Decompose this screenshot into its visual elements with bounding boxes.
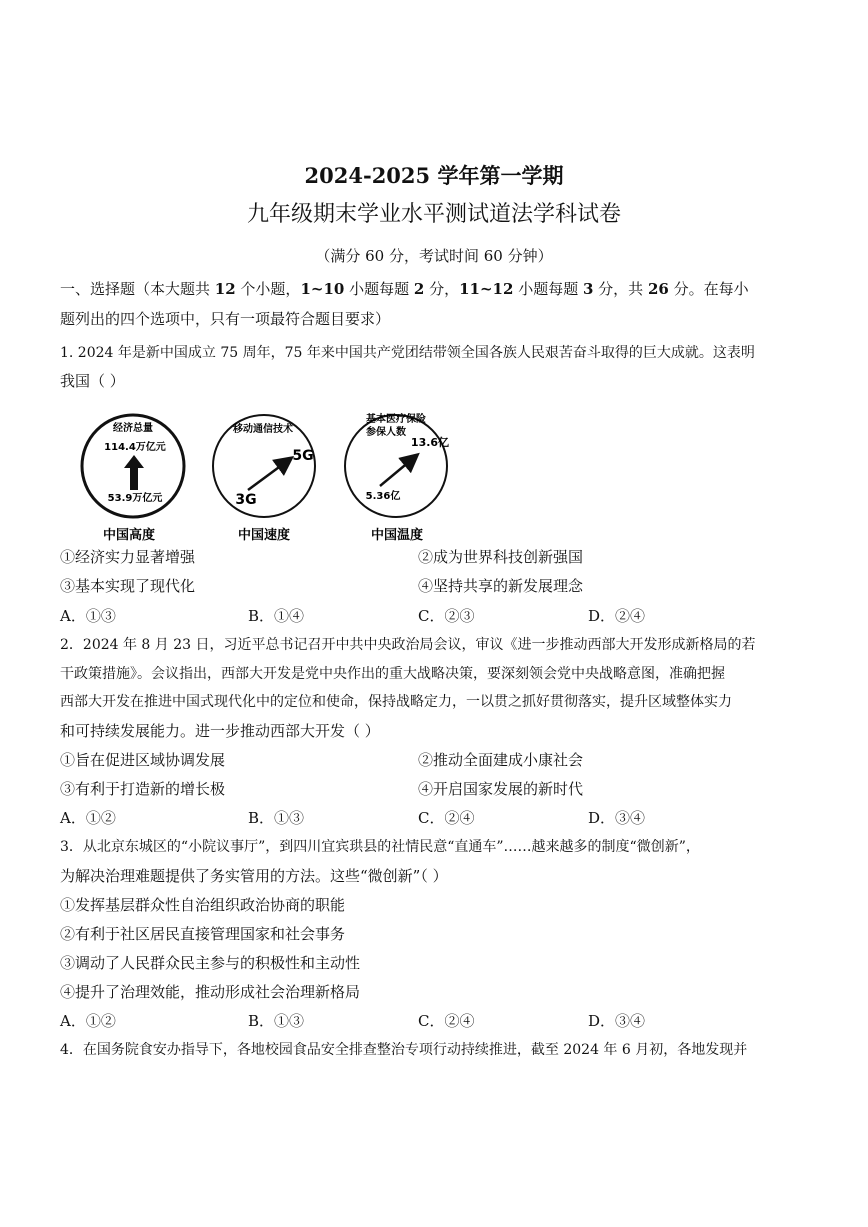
q3-item-2: ②有利于社区居民直接管理国家和社会事务 (60, 925, 346, 943)
q1-option-a[interactable]: A．①③ (60, 607, 116, 625)
section1-instruction-line2: 题列出的四个选项中，只有一项最符合题目要求） (60, 310, 391, 328)
q1-item-4: ④坚持共享的新发展理念 (418, 577, 584, 595)
q3-option-d[interactable]: D．③④ (588, 1012, 646, 1030)
q1-item-1: ①经济实力显著增强 (60, 548, 196, 566)
q2-stem-line3: 西部大开发在推进中国式现代化中的定位和使命，保持战略定力，一以贯之抓好贯彻落实，提升区域整体实力 (60, 694, 732, 710)
q2-option-d[interactable]: D．③④ (588, 809, 646, 827)
q4-stem-line1: 4．在国务院食安办指导下，各地校园食品安全排查整治专项行动持续推进，截至 2024 年 6 月初，各地发现并 (60, 1042, 748, 1058)
q1-figure (78, 408, 478, 544)
circle1-bottom-value: 53.9万亿元 (107, 493, 163, 504)
circle1-title: 经济总量 (113, 423, 153, 434)
q2-stem-line1: 2．2024 年 8 月 23 日，习近平总书记召开中共中央政治局会议，审议《进一步推动西部大开发形成新格局的若 (60, 637, 756, 653)
q1-option-b[interactable]: B．①④ (248, 607, 305, 625)
q2-stem-line2: 干政策措施》。会议指出，西部大开发是党中央作出的重大战略决策，要深刻领会党中央战略意图，准确把握 (60, 666, 725, 682)
q3-stem-line2: 为解决治理难题提供了务实管用的方法。这些“微创新”（ ） (60, 867, 448, 885)
q3-stem-line1: 3．从北京东城区的“小院议事厅”，到四川宜宾珙县的社情民意“直通车”……越来越多的制度“微创新”， (60, 839, 700, 855)
diagonal-arrow-icon (248, 459, 290, 490)
q1-item-3: ③基本实现了现代化 (60, 577, 196, 595)
section1-instruction-line1: 一、选择题（本大题共 12 个小题，1~10 小题每题 2 分，11~12 小题每题 3 分，共 26 分。在每小 (60, 280, 749, 298)
circle2-title: 移动通信技术 (233, 424, 293, 435)
q3-item-3: ③调动了人民群众民主参与的积极性和主动性 (60, 954, 361, 972)
circle1-top-value: 114.4万亿元 (104, 442, 166, 453)
circle2-bottom-value: 3G (235, 492, 257, 508)
q2-item-3: ③有利于打造新的增长极 (60, 780, 226, 798)
circle3-caption: 中国温度 (370, 528, 424, 543)
q2-item-4: ④开启国家发展的新时代 (418, 780, 584, 798)
q3-option-a[interactable]: A．①② (60, 1012, 116, 1030)
q2-option-b[interactable]: B．①③ (248, 809, 305, 827)
circle2-caption: 中国速度 (237, 528, 291, 543)
circle2-top-value: 5G (292, 448, 314, 464)
q2-item-2: ②推动全面建成小康社会 (418, 751, 584, 769)
q1-item-2: ②成为世界科技创新强国 (418, 548, 584, 566)
q1-stem-line2: 我国（ ） (60, 372, 125, 390)
exam-title: 九年级期末学业水平测试道法学科试卷 (246, 202, 621, 227)
q1-stem-line1: 1. 2024 年是新中国成立 75 周年，75 年来中国共产党团结带领全国各族人民艰苦奋斗取得的巨大成就。这表明 (60, 345, 755, 361)
circle1-caption: 中国高度 (102, 528, 156, 543)
q1-figure-svg (78, 408, 478, 544)
q2-option-c[interactable]: C．②④ (418, 809, 475, 827)
q3-item-4: ④提升了治理效能，推动形成社会治理新格局 (60, 983, 361, 1001)
diagonal-arrow-icon (380, 456, 416, 486)
circle3-title-line1: 基本医疗保险 (366, 414, 426, 425)
q3-item-1: ①发挥基层群众性自治组织政治协商的职能 (60, 896, 346, 914)
q2-option-a[interactable]: A．①② (60, 809, 116, 827)
score-info: （满分 60 分，考试时间 60 分钟） (315, 247, 553, 265)
exam-term: 2024-2025 学年第一学期 (304, 163, 564, 188)
q1-option-d[interactable]: D．②④ (588, 607, 646, 625)
up-arrow-icon (124, 455, 144, 490)
circle3-top-value: 13.6亿 (410, 436, 450, 449)
circle3-title-line2: 参保人数 (366, 427, 406, 438)
q3-option-c[interactable]: C．②④ (418, 1012, 475, 1030)
q2-stem-line4: 和可持续发展能力。进一步推动西部大开发（ ） (60, 722, 380, 740)
q3-option-b[interactable]: B．①③ (248, 1012, 305, 1030)
q1-option-c[interactable]: C．②③ (418, 607, 475, 625)
circle3-bottom-value: 5.36亿 (365, 491, 401, 502)
q2-item-1: ①旨在促进区域协调发展 (60, 751, 226, 769)
